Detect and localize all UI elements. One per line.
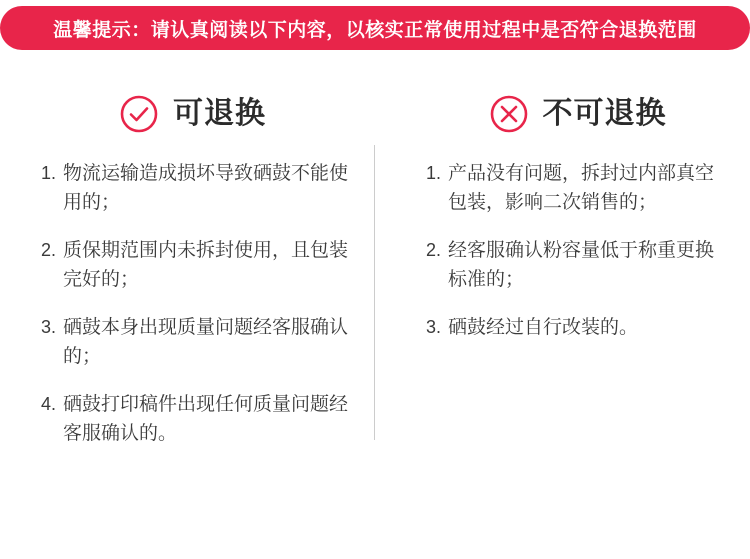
list-item-text: 硒鼓本身出现质量问题经客服确认的； [63, 317, 349, 367]
non-returnable-title: 不可退换 [542, 97, 667, 130]
list-item-text: 硒鼓经过自行改装的。 [448, 317, 639, 338]
policy-columns [0, 86, 750, 468]
notice-banner-text: 温馨提示：请认真阅读以下内容，以核实正常使用过程中是否符合退换范围 [53, 19, 697, 41]
list-item [30, 314, 355, 371]
returnable-heading [30, 94, 355, 134]
list-item-text: 产品没有问题，拆封过内部真空包装，影响二次销售的； [448, 163, 715, 213]
list-item [415, 160, 730, 217]
returnable-title: 可退换 [173, 97, 266, 130]
list-item-number: 2. [40, 240, 56, 260]
non-returnable-heading [425, 94, 730, 134]
list-item-number: 2. [425, 240, 441, 260]
list-item-text: 硒鼓打印稿件出现任何质量问题经客服确认的。 [63, 394, 349, 444]
list-item [30, 237, 355, 294]
list-item-text: 物流运输造成损坏导致硒鼓不能使用的； [63, 163, 349, 213]
non-returnable-column [375, 86, 750, 468]
notice-banner [0, 6, 750, 50]
list-item-number: 3. [40, 317, 56, 337]
returnable-column [0, 86, 375, 468]
list-item-text: 质保期范围内未拆封使用，且包装完好的； [63, 240, 349, 290]
list-item-number: 3. [425, 317, 441, 337]
cross-circle-icon [489, 94, 529, 134]
column-divider [374, 145, 375, 440]
list-item [415, 237, 730, 294]
list-item-number: 4. [40, 394, 56, 414]
list-item [30, 391, 355, 448]
list-item [30, 160, 355, 217]
list-item [415, 314, 730, 343]
non-returnable-list [415, 160, 730, 343]
check-circle-icon [119, 94, 159, 134]
returnable-list [30, 160, 355, 448]
list-item-number: 1. [425, 163, 441, 183]
list-item-text: 经客服确认粉容量低于称重更换标准的； [448, 240, 715, 290]
list-item-number: 1. [40, 163, 56, 183]
